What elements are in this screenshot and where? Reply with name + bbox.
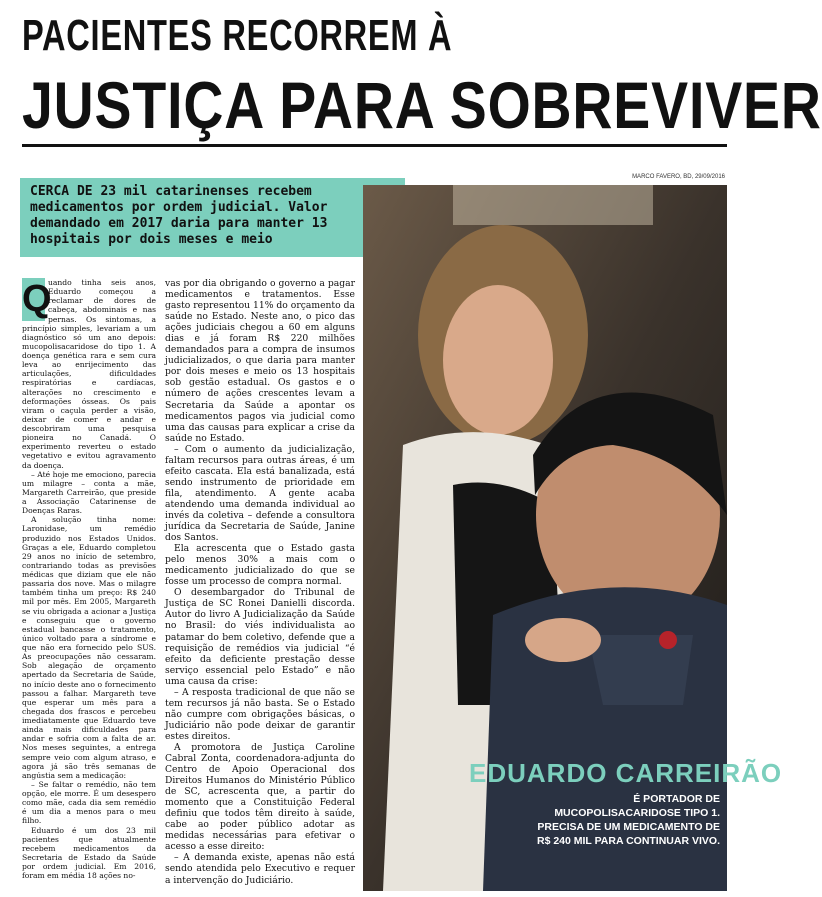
deck-box (20, 178, 405, 257)
paragraph: O desembargador do Tribunal de Justiça de SC Ronei Danielli discorda. Autor do livro A Judicialização da Saúde no Brasil: do viés individualista ao patamar do bem coletivo, defende que a requisição de remédios via judicial “é efeito da deficiente prestação desse serviço essencial pelo Estado” e não uma causa da crise: (165, 587, 355, 687)
article-column-1 (22, 278, 156, 880)
paragraph: – Se faltar o remédio, não tem opção, ele morre. É um desespero como mãe, cada dia sem remédio é um dia a menos para o meu filho. (22, 779, 156, 826)
paragraph: vas por dia obrigando o governo a pagar medicamentos e tratamentos. Esse gasto representou 11% do orçamento da saúde no Estado. Neste ano, o pico das ações judiciais chegou a 60 em alguns dias e já foram R$ 220 milhões demandados para a compra de insumos judicializados, o que daria para manter por dois meses e meio os 13 hospitais sob gestão estadual. Os gastos e o número de ações crescentes levam a Secretaria da Saúde a apontar os medicamentos pagos via judicial como uma das causas para explicar a crise da saúde no Estado. (165, 278, 355, 444)
headline-line-2: JUSTIÇA PARA SOBREVIVER (22, 68, 822, 142)
paragraph: A solução tinha nome: Laronidase, um remédio produzido nos Estados Unidos. Graças a ele, Eduardo completou 29 anos no início de setembro, contrariando todas as previsões médicas que diziam que ele não passaria dos nove. Mas o milagre também tinha um preço: R$ 240 mil por mês. Em 2005, Margareth se viu obrigada a acionar a Justiça e conseguiu que o governo estadual bancasse o tratamento, único voltado para a síndrome e que não era fornecido pelo SUS. As preocupações não cessaram. Sob alegação de orçamento apertado da Secretaria de Saúde, no início deste ano o fornecimento passou a falhar. Margareth teve que esperar um mês para a chegada dos frascos e percebeu imediatamente que Eduardo teve ainda mais dificuldades para andar e sofria com a falta de ar. Nos meses seguintes, a entrega sempre veio com algum atraso, e agora já são três semanas de angústia sem a medicação: (22, 515, 156, 780)
paragraph: Ela acrescenta que o Estado gasta pelo menos 30% a mais com o medicamento judicializado do que se fosse um processo de compra normal. (165, 543, 355, 588)
paragraph: – Com o aumento da judicialização, faltam recursos para outras áreas, é um efeito cascata. Ela está banalizada, está sendo instrumento de prioridade em fila, atendimento. A gente acaba atendendo uma demanda individual ao invés da coletiva – defende a consultora jurídica da Secretaria de Saúde, Janine dos Santos. (165, 443, 355, 544)
photo-credit: MARCO FAVERO, BD, 29/09/2016 (632, 174, 725, 180)
paragraph: uando tinha seis anos, Eduardo começou a reclamar de dores de cabeça, abdominais e nas pernas. Os sintomas, a princípio simples, levariam a um diagnóstico só um ano depois: mucopolisacaridose do tipo 1. A doença genética rara e sem cura leva ao enrijecimento das articulações, dificuldades respiratórias e cardíacas, alterações no crescimento e deformações ósseas. Os pais viram o caçula perder a visão, deixar de comer e andar e descobriram uma pesquisa pioneira no Canadá. O experimento reverteu o estado vegetativo e evitou agravamento da doença. (22, 278, 156, 470)
headline-rule (22, 144, 727, 147)
paragraph: Eduardo é um dos 23 mil pacientes que atualmente recebem medicamentos da Secretaria de Estado da Saúde por ordem judicial. Em 2016, foram em média 18 ações no- (22, 825, 156, 881)
paragraph: – Até hoje me emociono, parecia um milagre – conta a mãe, Margareth Carreirão, que preside a Associação Catarinense de Doenças Raras. (22, 469, 156, 516)
drop-cap: Q (22, 278, 52, 320)
article-column-2 (165, 278, 355, 886)
deck-text: CERCA DE 23 mil catarinenses recebem medicamentos por ordem judicial. Valor demandado em 2017 daria para manter 13 hospitais por dois meses e meio (30, 184, 328, 247)
caption-text: É PORTADOR DE MUCOPOLISACARIDOSE TIPO 1. PRECISA DE UM MEDICAMENTO DE R$ 240 MIL PARA CONTINUAR VIVO. (536, 793, 720, 847)
headline-line-1: PACIENTES RECORREM À (22, 11, 453, 60)
paragraph: A promotora de Justiça Caroline Cabral Zonta, coordenadora-adjunta do Centro de Apoio Operacional dos Direitos Humanos do Ministério Público de SC, acrescenta que, a partir do momento que a Constituição Federal definiu que todos têm direito à saúde, cabe ao poder público adotar as medidas necessárias para efetivar o acesso a esse direito: (165, 741, 355, 853)
paragraph: – A demanda existe, apenas não está sendo atendida pelo Executivo e requer a intervenção do Judiciário. (165, 852, 355, 886)
paragraph: – A resposta tradicional de que não se tem recursos já não basta. Se o Estado não cumpre com obrigações básicas, o Judiciário não pode deixar de garantir estes direitos. (165, 686, 355, 742)
caption-name: EDUARDO CARREIRÃO (469, 758, 783, 788)
